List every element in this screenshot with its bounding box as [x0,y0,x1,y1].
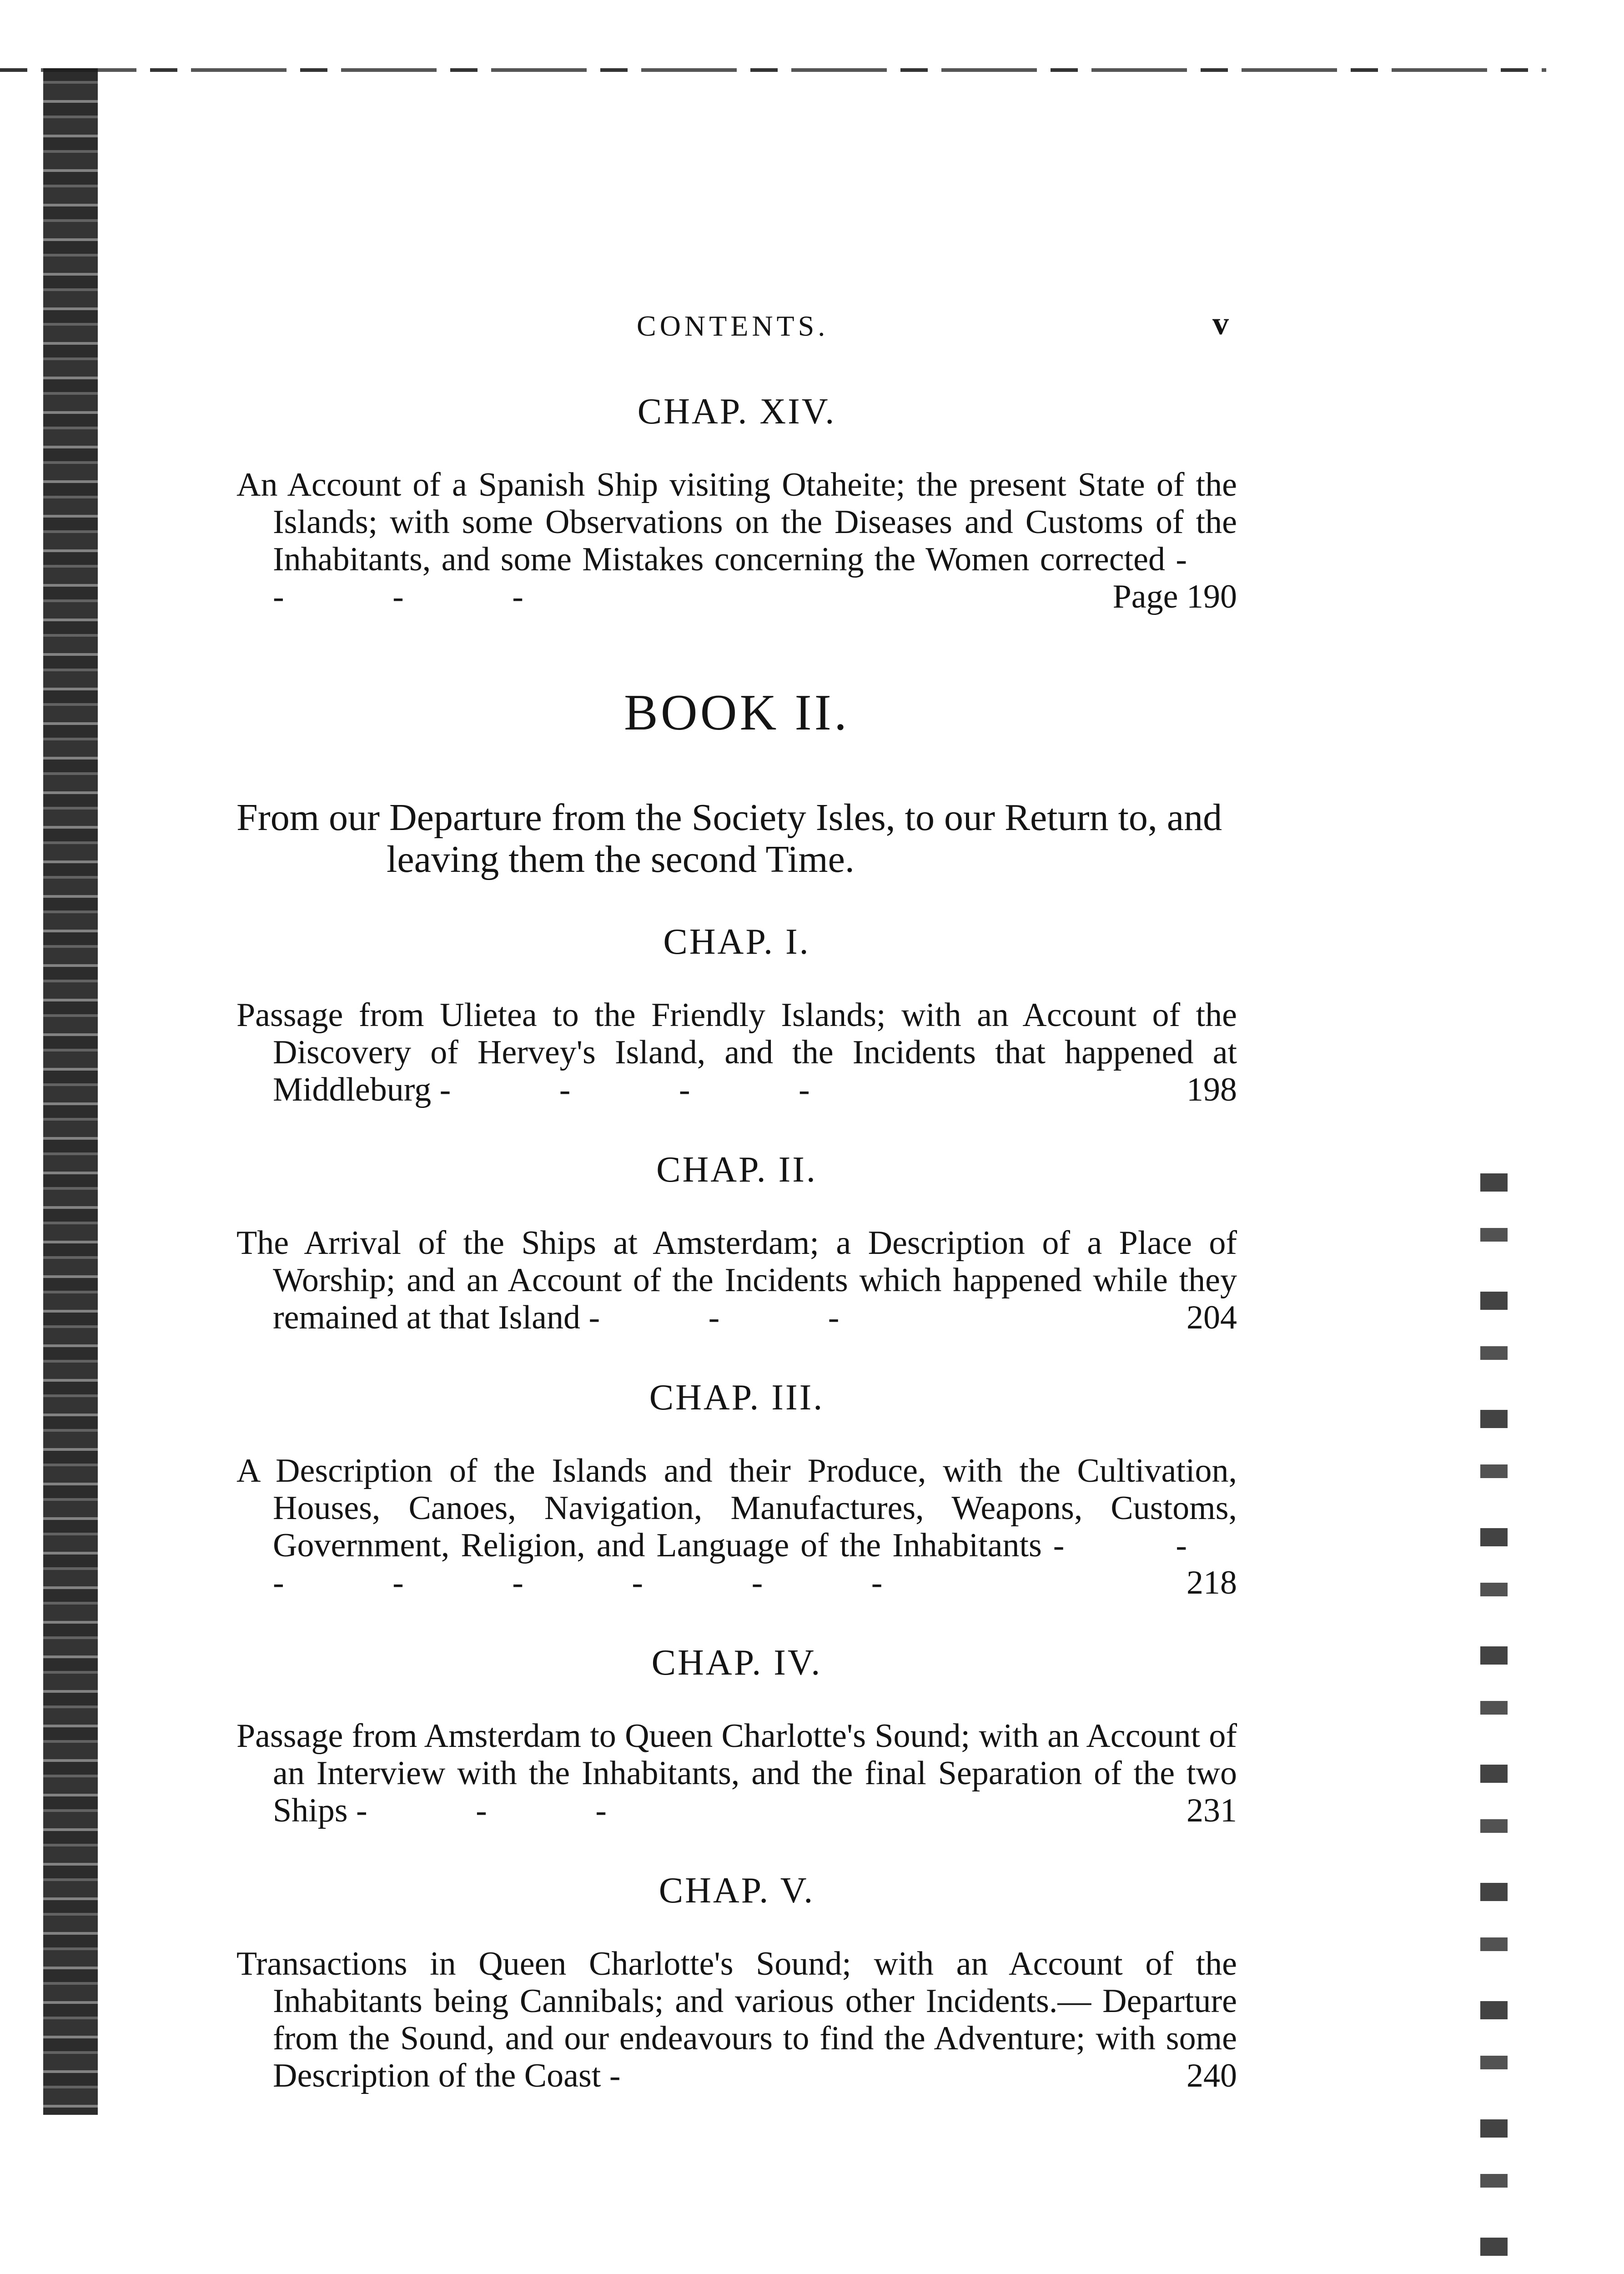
right-bleed-marks [1480,1173,1508,2274]
chapter-entry-ii [236,1224,1237,1336]
entry-leaders: - - - - - - - - [273,1527,1237,1601]
entry-leaders: - - - - [439,1071,860,1108]
entry-leaders: - [609,2057,671,2094]
entry-page-ref: 204 [1187,1299,1237,1336]
chapter-entry-xiv [236,466,1237,615]
entry-text: The Arrival of the Ships at Amsterdam; a Description of a Place of Worship; and an Account of the Incidents which happened while they remained at that Island [236,1224,1237,1336]
chapter-heading-iv: CHAP. IV. [651,1643,822,1683]
entry-text: A Description of the Islands and their Produce, with the Cultivation, Houses, Canoes, Navigation, Manufactures, Weapons, Customs, Government, Religion, and Language of the Inhabitants [236,1452,1237,1564]
book-heading: BOOK II. [624,684,850,741]
entry-text: Passage from Ulietea to the Friendly Islands; with an Account of the Discovery of Hervey's Island, and the Incidents that happened at Middleburg [236,996,1237,1108]
entry-page-ref: 231 [1187,1792,1237,1829]
chapter-heading-xiv: CHAP. XIV. [637,392,836,432]
page-number: v [1212,305,1232,342]
running-title: CONTENTS. [637,310,829,342]
entry-leaders: - - - [588,1299,890,1336]
chapter-entry-v [236,1945,1237,2094]
page-header [236,291,1237,364]
entry-page-ref: Page 190 [1112,578,1237,615]
entry-page-ref: 240 [1187,2057,1237,2094]
chapter-entry-iv [236,1717,1237,1829]
entry-leaders: - - - [356,1792,657,1829]
top-scan-edge [0,68,1546,72]
book-summary: From our Departure from the Society Isles, to our Return to, and leaving them the second Time. [236,796,1222,880]
chapter-heading-v: CHAP. V. [659,1871,815,1911]
contents-page [236,291,1237,2135]
entry-text: Transactions in Queen Charlotte's Sound; with an Account of the Inhabitants being Cannibals; and various other Incidents.— Departure from the Sound, and our endeavours to find the Adventure; with some Description of the Coast [236,1945,1237,2094]
entry-page-ref: 198 [1187,1071,1237,1108]
chapter-heading-iii: CHAP. III. [649,1378,825,1418]
entry-page-ref: 218 [1187,1564,1237,1601]
entry-text: Passage from Amsterdam to Queen Charlotte's Sound; with an Account of an Interview with the Inhabitants, and the final Separation of the two Ships [236,1717,1237,1829]
entry-text: An Account of a Spanish Ship visiting Otaheite; the present State of the Islands; with some Observations on the Diseases and Customs of the Inhabitants, and some Mistakes concerning the Women corrected [236,466,1237,578]
chapter-heading-i: CHAP. I. [663,922,810,962]
entry-leaders: - - - - [273,541,1237,615]
left-binding-shadow [43,68,98,2115]
chapter-heading-ii: CHAP. II. [656,1150,817,1190]
chapter-entry-i [236,996,1237,1108]
chapter-entry-iii [236,1452,1237,1601]
